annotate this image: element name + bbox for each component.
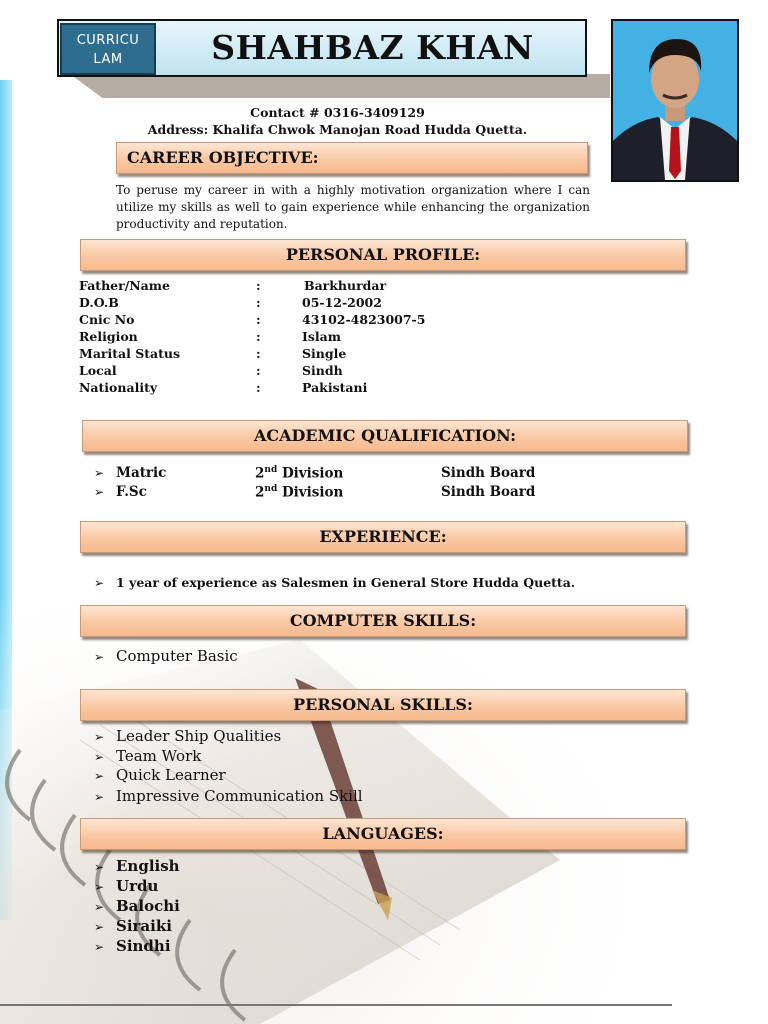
profile-separator: : bbox=[256, 312, 261, 327]
header-shadow bbox=[70, 74, 610, 98]
language-item bbox=[94, 857, 180, 875]
profile-value: Single bbox=[302, 346, 347, 361]
bottom-rule bbox=[0, 1004, 672, 1006]
language-text: Balochi bbox=[116, 897, 180, 915]
academic-board: Sindh Board bbox=[441, 465, 536, 481]
profile-separator: : bbox=[256, 346, 261, 361]
arrowhead-bullet-icon: ➢ bbox=[94, 880, 105, 894]
personal-skill-text: Leader Ship Qualities bbox=[116, 727, 282, 745]
arrowhead-bullet-icon: ➢ bbox=[94, 860, 105, 874]
section-header-computer-skills: COMPUTER SKILLS: bbox=[80, 605, 686, 637]
personal-skill-text: Impressive Communication Skill bbox=[116, 787, 363, 805]
experience-item bbox=[94, 575, 575, 590]
career-objective-text: To peruse my career in with a highly motivation organization where I can utilize my skills as well to gain experience while enhancing the organization productivity and reputation. bbox=[116, 183, 590, 231]
division-number: 2 bbox=[255, 465, 265, 482]
arrowhead-bullet-icon: ➢ bbox=[94, 769, 105, 783]
badge-line-2: LAM bbox=[93, 52, 123, 67]
computer-skill-item bbox=[94, 647, 238, 665]
section-header-personal-skills: PERSONAL SKILLS: bbox=[80, 689, 686, 721]
arrowhead-bullet-icon: ➢ bbox=[94, 466, 105, 480]
profile-value: 43102-4823007-5 bbox=[302, 312, 426, 327]
degree-name: Matric bbox=[116, 465, 167, 481]
section-header-personal-profile: PERSONAL PROFILE: bbox=[80, 239, 686, 271]
profile-label: Nationality bbox=[79, 380, 158, 395]
division-word: Division bbox=[281, 465, 344, 482]
computer-skill-text: Computer Basic bbox=[116, 647, 238, 665]
arrowhead-bullet-icon: ➢ bbox=[94, 920, 105, 934]
profile-label: Father/Name bbox=[79, 278, 170, 293]
arrowhead-bullet-icon: ➢ bbox=[94, 730, 105, 744]
academic-board: Sindh Board bbox=[441, 484, 536, 500]
address: Address: Khalifa Chwok Manojan Road Hudda Quetta. bbox=[147, 122, 528, 137]
profile-separator: : bbox=[256, 295, 261, 310]
personal-skill-text: Team Work bbox=[116, 747, 202, 765]
profile-value: Barkhurdar bbox=[304, 278, 387, 293]
profile-label: Religion bbox=[79, 329, 138, 344]
profile-label: Local bbox=[79, 363, 117, 378]
language-item bbox=[94, 917, 172, 935]
arrowhead-bullet-icon: ➢ bbox=[94, 900, 105, 914]
profile-value: Islam bbox=[302, 329, 341, 344]
profile-value: Sindh bbox=[302, 363, 343, 378]
arrowhead-bullet-icon: ➢ bbox=[94, 790, 105, 804]
division-number: 2 bbox=[255, 484, 265, 501]
profile-separator: : bbox=[256, 329, 261, 344]
arrowhead-bullet-icon: ➢ bbox=[94, 576, 105, 590]
badge-line-1: CURRICU bbox=[76, 33, 140, 48]
language-text: Urdu bbox=[116, 877, 159, 895]
profile-separator: : bbox=[256, 363, 261, 378]
personal-skill-text: Quick Learner bbox=[116, 766, 226, 784]
profile-separator: : bbox=[256, 278, 261, 293]
profile-photo bbox=[611, 19, 739, 182]
personal-skill-item bbox=[94, 727, 281, 745]
section-header-experience: EXPERIENCE: bbox=[80, 521, 686, 553]
person-portrait-icon bbox=[613, 21, 737, 180]
degree-name: F.Sc bbox=[116, 484, 147, 500]
profile-row bbox=[79, 311, 579, 328]
academic-division bbox=[255, 465, 343, 482]
language-text: Siraiki bbox=[116, 917, 172, 935]
profile-row bbox=[79, 328, 579, 345]
academic-division bbox=[255, 484, 343, 501]
profile-row bbox=[79, 345, 579, 362]
profile-row bbox=[79, 277, 579, 294]
profile-label: D.O.B bbox=[79, 295, 119, 310]
personal-skill-item bbox=[94, 747, 201, 765]
curriculum-badge bbox=[60, 23, 156, 75]
profile-label: Marital Status bbox=[79, 346, 181, 361]
profile-row bbox=[79, 379, 579, 396]
candidate-name: SHAHBAZ KHAN bbox=[211, 28, 534, 67]
section-header-academic-qualification: ACADEMIC QUALIFICATION: bbox=[82, 420, 688, 452]
language-text: Sindhi bbox=[116, 937, 171, 955]
language-item bbox=[94, 897, 180, 915]
division-suffix: nd bbox=[264, 465, 278, 475]
profile-row bbox=[79, 362, 579, 379]
academic-row bbox=[94, 484, 147, 500]
profile-separator: : bbox=[256, 380, 261, 395]
personal-skill-item bbox=[94, 787, 363, 805]
experience-text: 1 year of experience as Salesmen in General Store Hudda Quetta. bbox=[116, 575, 576, 590]
personal-skill-item bbox=[94, 766, 226, 784]
arrowhead-bullet-icon: ➢ bbox=[94, 750, 105, 764]
language-text: English bbox=[116, 857, 180, 875]
profile-value: Pakistani bbox=[302, 380, 368, 395]
contact-number: Contact # 0316-3409129 bbox=[250, 105, 425, 120]
section-header-career-objective: CAREER OBJECTIVE: bbox=[116, 142, 588, 174]
division-suffix: nd bbox=[264, 484, 278, 494]
division-word: Division bbox=[281, 484, 344, 501]
language-item bbox=[94, 937, 171, 955]
academic-row bbox=[94, 465, 166, 481]
profile-value: 05-12-2002 bbox=[302, 295, 382, 310]
section-header-languages: LANGUAGES: bbox=[80, 818, 686, 850]
arrowhead-bullet-icon: ➢ bbox=[94, 485, 105, 499]
profile-row bbox=[79, 294, 579, 311]
arrowhead-bullet-icon: ➢ bbox=[94, 940, 105, 954]
profile-label: Cnic No bbox=[79, 312, 135, 327]
arrowhead-bullet-icon: ➢ bbox=[94, 650, 105, 664]
notebook-background-image bbox=[0, 600, 620, 1024]
language-item bbox=[94, 877, 158, 895]
